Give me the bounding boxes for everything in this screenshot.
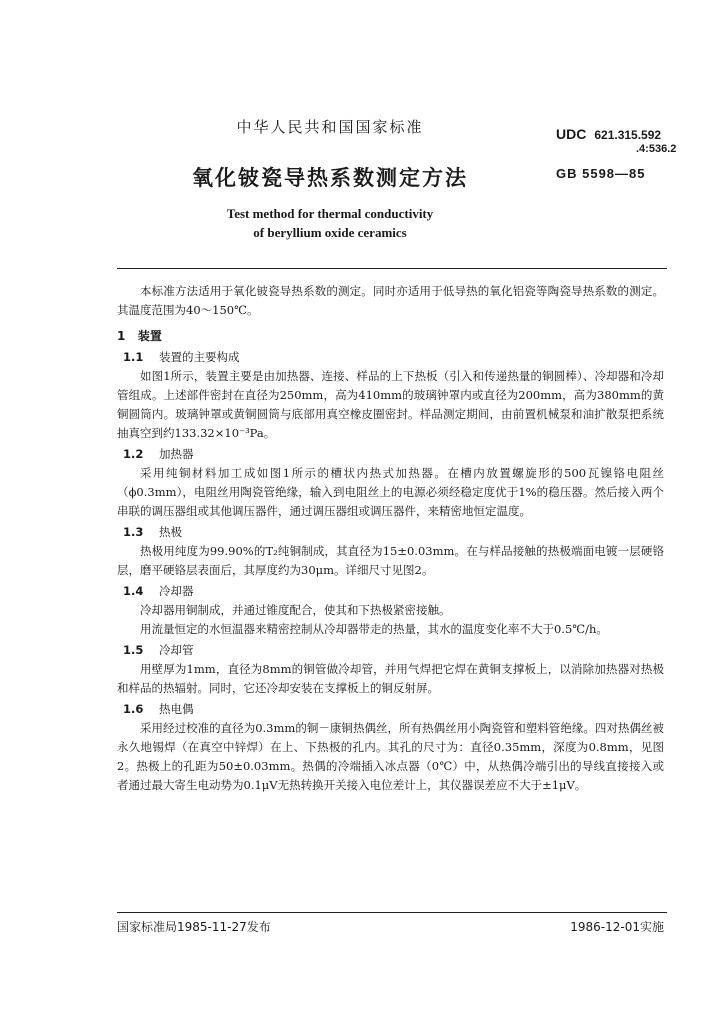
subsection-title: 加热器 — [159, 447, 194, 461]
subsection-title: 冷却管 — [159, 643, 194, 657]
udc-label: UDC — [556, 126, 587, 142]
subsection-title: 装置的主要构成 — [159, 350, 240, 364]
header-divider — [117, 268, 667, 269]
subsection-heading — [117, 348, 664, 367]
subsection-paragraph: 如图1所示，装置主要是由加热器、连接、样品的上下热板（引入和传递热量的铜圆棒）、冷却器和冷却管组成。上述部件密封在直径为250mm，高为410mm的玻璃钟罩内或直径为200mm，高为380mm的黄铜圆筒内。玻璃钟罩或黄铜圆筒与底部用真空橡皮圈密封。样品测定期间，由前置机械泵和油扩散泵把系统抽真空到约133.32×10⁻³Pa。 — [117, 369, 664, 440]
subsection-paragraph: 用壁厚为1mm，直径为8mm的铜管做冷却管，并用气焊把它焊在黄铜支撑板上，以消除加热器对热极和样品的热辐射。同时，它还冷却安装在支撑板上的铜反射屏。 — [117, 662, 664, 695]
subsection-heading — [117, 700, 664, 719]
title-english — [0, 204, 660, 242]
subsection-heading — [117, 641, 664, 660]
subsection-number: 1.2 — [123, 447, 144, 461]
subsection-number: 1.5 — [123, 643, 144, 657]
section-title: 装置 — [137, 329, 162, 343]
issue-date: 国家标准局1985-11-27发布 — [117, 920, 271, 934]
subsection-paragraph: 冷却器用铜制成，并通过锥度配合，使其和下热极紧密接触。 — [140, 603, 451, 617]
udc-line2: .4:536.2 — [636, 143, 677, 155]
subsection-paragraph: 采用经过校准的直径为0.3mm的铜－康铜热偶丝，所有热偶丝用小陶瓷管和塑料管绝缘。四对热偶丝被永久地锡焊（在真空中锌焊）在上、下热极的孔内。其孔的尺寸为：直径0.35mm，深度为0.8mm，见图2。热极上的孔距为50±0.03mm。热偶的冷端插入冰点器（0℃）中，从热偶冷端引出的导线直接接入或者通过最大寄生电动势为0.1μV无热转换开关接入电位差计上，其仪器误差应不大于±1μV。 — [117, 721, 664, 792]
subsection-title: 冷却器 — [159, 584, 194, 598]
subsection-paragraph: 采用纯铜材料加工成如图1所示的槽状内热式加热器。在槽内放置螺旋形的500瓦镍铬电阻丝（ϕ0.3mm），电阻丝用陶瓷管绝缘，输入到电阻丝上的电源必须经稳定度优于1%的稳压器。然后接入两个串联的调压器组或其他调压器件，通过调压器组或调压器件，来精密地恒定温度。 — [117, 466, 664, 518]
subsection-heading — [117, 582, 664, 601]
footer-divider — [117, 912, 667, 913]
subsection-paragraph: 热极用纯度为99.90%的T₂纯铜制成，其直径为15±0.03mm。在与样品接触的热极端面电镀一层硬铬层，磨平硬铬层表面后，其厚度约为30μm。详细尺寸见图2。 — [117, 544, 664, 577]
effective-date: 1986-12-01实施 — [570, 920, 664, 934]
subsection-number: 1.1 — [123, 350, 144, 364]
subsection-title: 热电偶 — [159, 702, 194, 716]
section-heading — [117, 327, 664, 346]
udc-line1: 621.315.592 — [594, 128, 662, 142]
subsection-number: 1.6 — [123, 702, 144, 716]
title-chinese: 氧化铍瓷导热系数测定方法 — [192, 166, 468, 190]
subsection-number: 1.3 — [123, 525, 144, 539]
title-english-line2: of beryllium oxide ceramics — [253, 225, 407, 240]
section-number: 1 — [117, 329, 126, 343]
gb-code: GB 5598—85 — [556, 166, 646, 181]
subsection-paragraph-2: 用流量恒定的水恒温器来精密控制从冷却器带走的热量，其水的温度变化率不大于0.5℃/h。 — [140, 622, 608, 636]
subsection-heading — [117, 523, 664, 542]
title-english-line1: Test method for thermal conductivity — [226, 206, 434, 221]
subsection-heading — [117, 445, 664, 464]
subsection-number: 1.4 — [123, 584, 144, 598]
document-body — [117, 282, 664, 795]
subsection-title: 热极 — [159, 525, 182, 539]
udc-code — [556, 127, 676, 156]
national-standard-heading: 中华人民共和国国家标准 — [236, 118, 424, 136]
intro-paragraph: 本标准方法适用于氧化铍瓷导热系数的测定。同时亦适用于低导热的氧化铝瓷等陶瓷导热系数的测定。其温度范围为40～150℃。 — [117, 284, 664, 317]
